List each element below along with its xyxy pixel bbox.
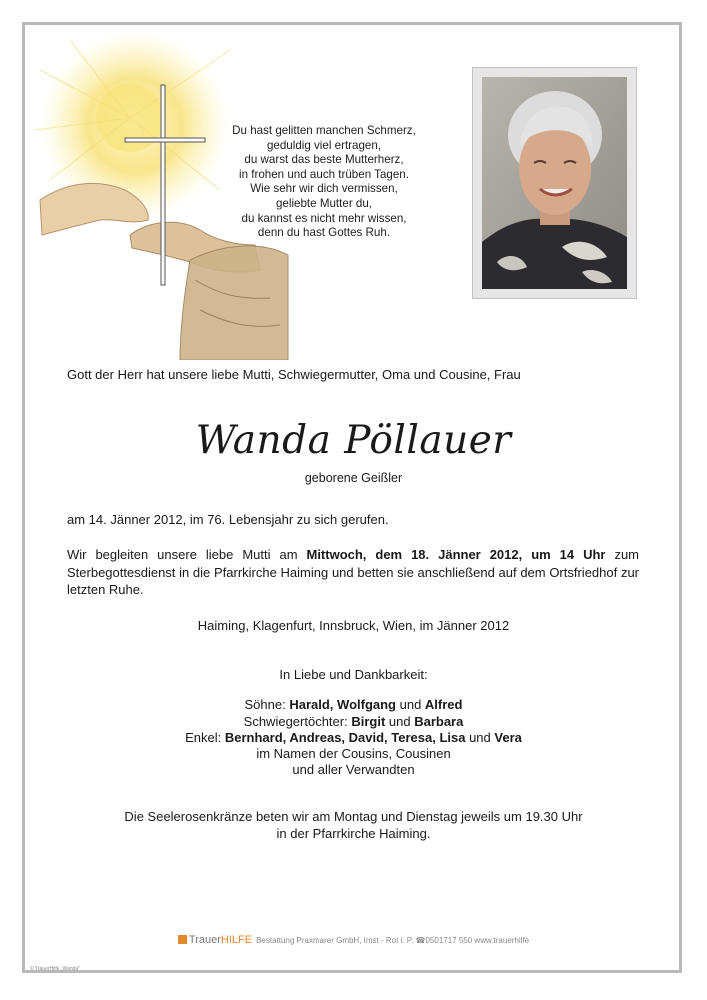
poem-line: geduldig viel ertragen,: [266, 138, 382, 152]
daughters-in-law-and: und: [385, 713, 415, 729]
sons-label: Söhne:: [244, 697, 290, 713]
funeral-date: Mittwoch, dem 18. Jänner 2012, um 14 Uhr: [306, 547, 606, 562]
grandchildren-label: Enkel:: [185, 729, 225, 745]
funeral-paragraph: [67, 546, 639, 599]
brand-part-b: HILFE: [220, 934, 253, 946]
mourners-block: [0, 667, 707, 779]
cousins-line: im Namen der Cousins, Cousinen: [256, 746, 451, 762]
daughters-in-law-line: [0, 714, 707, 730]
poem-line: geliebte Mutter du,: [275, 196, 373, 210]
place-date-line: Haiming, Klagenfurt, Innsbruck, Wien, im Jänner 2012: [197, 618, 510, 633]
copyright-note: © TrauerHilfe „Wanda": [30, 966, 81, 972]
footer: [0, 934, 707, 946]
poem-line: in frohen und auch trüben Tagen.: [239, 167, 409, 181]
funeral-text-post: zum Sterbegottesdienst in die Pfarrkirche Haiming und betten sie anschließend auf dem Ortsfriedhof zur letzten Ruhe.: [67, 547, 640, 597]
poem-line: du kannst es nicht mehr wissen,: [241, 211, 407, 225]
relatives-line: und aller Verwandten: [292, 762, 415, 778]
portrait-photo: [482, 77, 627, 289]
daughters-in-law-names: Birgit: [351, 713, 386, 729]
grandchildren-and: und: [465, 729, 495, 745]
robe: [180, 246, 288, 360]
poem-line: du warst das beste Mutterherz,: [244, 153, 404, 167]
brand-name: [189, 934, 252, 946]
grandchildren-last-name: Vera: [494, 729, 522, 745]
portrait-frame: [472, 67, 637, 299]
sons-and: und: [396, 697, 425, 713]
thanks-line: In Liebe und Dankbarkeit:: [279, 667, 428, 682]
poem: [224, 124, 424, 241]
sons-line: [0, 697, 707, 713]
footer-contact: Bestattung Praxmarer GmbH, Imst - Rot i. P. ☎0501717 550 www.trauerhilfe: [256, 936, 530, 945]
daughters-in-law-last-name: Barbara: [414, 713, 464, 729]
sons-names: Harald, Wolfgang: [289, 697, 396, 713]
rosary-notice: [0, 809, 707, 842]
brand-part-a: Trauer: [188, 934, 221, 946]
poem-line: Wie sehr wir dich vermissen,: [250, 182, 398, 196]
grandchildren-names: Bernhard, Andreas, David, Teresa, Lisa: [224, 729, 466, 745]
rosary-line: Die Seelerosenkränze beten wir am Montag und Dienstag jeweils um 19.30 Uhr: [124, 809, 583, 824]
poem-line: Du hast gelitten manchen Schmerz,: [232, 124, 416, 137]
funeral-text-pre: Wir begleiten unsere liebe Mutti am: [67, 547, 307, 562]
deceased-name: Wanda Pöllauer: [195, 418, 512, 463]
death-date-line: am 14. Jänner 2012, im 76. Lebensjahr zu sich gerufen.: [67, 512, 389, 527]
daughters-in-law-label: Schwiegertöchter:: [243, 713, 352, 729]
trauerhilfe-logo-icon: [178, 935, 187, 944]
intro-line: Gott der Herr hat unsere liebe Mutti, Schwiegermutter, Oma und Cousine, Frau: [67, 367, 521, 382]
rosary-line: in der Pfarrkirche Haiming.: [276, 825, 431, 841]
grandchildren-line: [0, 730, 707, 746]
maiden-name: geborene Geißler: [304, 471, 403, 485]
sons-last-name: Alfred: [424, 697, 463, 713]
poem-line: denn du hast Gottes Ruh.: [257, 226, 391, 240]
